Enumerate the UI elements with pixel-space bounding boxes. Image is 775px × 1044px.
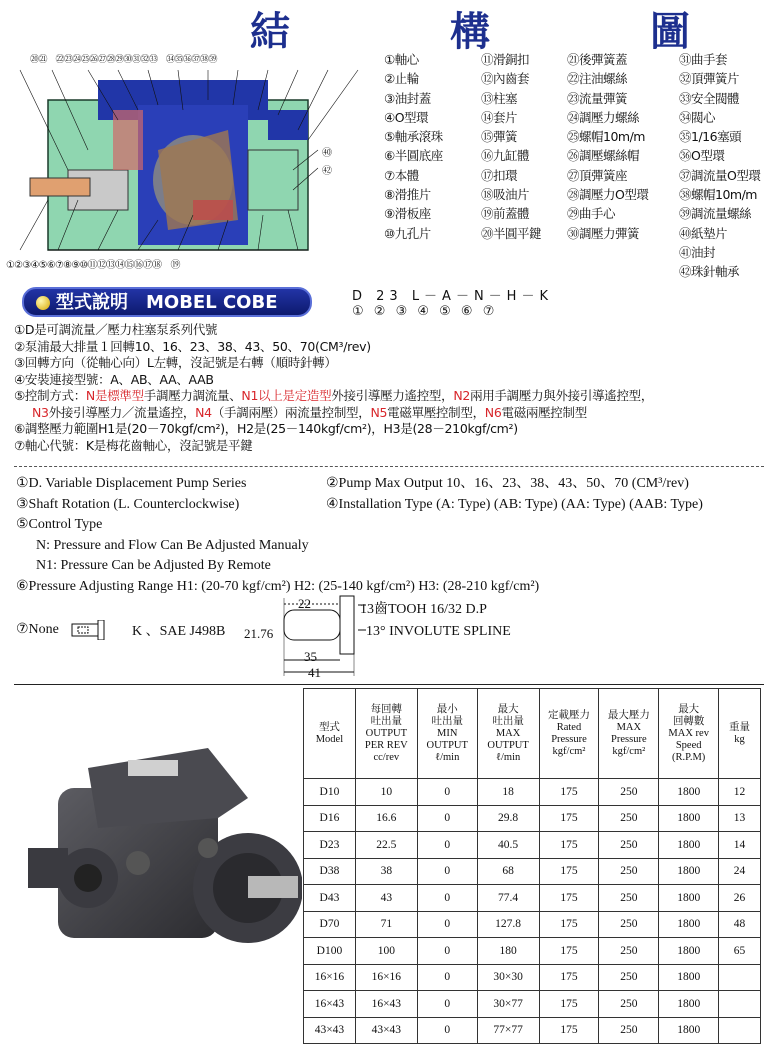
parts-legend <box>384 50 774 280</box>
banner-bullet-icon <box>36 296 50 310</box>
table-cell: D43 <box>304 885 356 912</box>
table-cell: 12 <box>719 779 761 806</box>
spec-table <box>303 688 761 1044</box>
note-text: 手調壓力調流量、 <box>143 388 242 403</box>
note-cn-1: ①D是可調流量／壓力柱塞泵系列代號 <box>14 322 218 337</box>
table-row <box>304 885 761 912</box>
note-cn-7: ⑦軸心代號：K是梅花齒軸心，沒記號是平鍵 <box>14 437 253 453</box>
table-cell: 250 <box>599 832 659 859</box>
note-text: 電磁單壓控制型， <box>387 404 485 420</box>
table-cell: 13 <box>719 805 761 832</box>
header-text: 最大 <box>497 703 519 715</box>
part-item <box>567 243 679 262</box>
note-text: N2 <box>453 388 471 403</box>
table-cell: 68 <box>477 858 539 885</box>
header-text: MAX <box>616 721 642 733</box>
header-text: ℓ/min <box>495 751 521 763</box>
header-weight <box>719 689 761 779</box>
part-item: ㉟1/16塞頭 <box>679 129 742 145</box>
table-cell: 250 <box>599 779 659 806</box>
note-en-5a: N: Pressure and Flow Can Be Adjusted Manualy <box>36 537 309 553</box>
part-item: ㉜頂彈簧片 <box>679 71 740 87</box>
table-cell: 10 <box>355 779 417 806</box>
part-item: ㉓流量彈簧 <box>567 90 628 106</box>
table-cell: 1800 <box>659 938 719 965</box>
table-cell: 29.8 <box>477 805 539 832</box>
header-max-speed <box>659 689 719 779</box>
flat-key-shaft-icon <box>70 620 110 640</box>
table-cell: 250 <box>599 964 659 991</box>
note-en-5: ⑤Control Type <box>16 517 103 532</box>
part-item: ㉕螺帽10m/m <box>567 129 645 145</box>
part-item: ⑲前蓋體 <box>481 206 530 222</box>
note-en-7 <box>16 620 110 640</box>
part-item: ①軸心 <box>384 52 419 67</box>
part-item: ㉒注油螺絲 <box>567 71 628 87</box>
header-text: Rated <box>556 721 582 733</box>
diagram-callout-42: ㊷ <box>322 166 332 177</box>
header-model <box>304 689 356 779</box>
header-text: 回轉數 <box>672 715 705 727</box>
table-cell: 250 <box>599 911 659 938</box>
part-item <box>384 243 481 262</box>
header-text: 每回轉 <box>370 703 403 715</box>
notes-english <box>16 474 775 597</box>
table-cell: 180 <box>477 938 539 965</box>
table-cell: 0 <box>417 805 477 832</box>
spline-spec-2: 13° INVOLUTE SPLINE <box>366 624 511 639</box>
part-item: ㉗頂彈簧座 <box>567 167 628 183</box>
table-cell: 175 <box>539 911 599 938</box>
note-cn-5-cont <box>14 405 774 422</box>
section-divider <box>14 684 764 685</box>
part-item: ㉚調壓力彈簧 <box>567 225 640 241</box>
table-cell: 127.8 <box>477 911 539 938</box>
table-cell: 175 <box>539 885 599 912</box>
part-item: ⑮彈簧 <box>481 129 518 145</box>
note-text: ⑤控制方式： <box>14 388 86 403</box>
diagram-callouts-top: ⑳㉑ ㉒㉓㉔㉕㉖㉗㉘㉙㉚㉛㉜㉝ ㉞㉟㊱㊲㊳㊴ <box>30 55 218 65</box>
part-item: ④O型環 <box>384 109 429 125</box>
dim-41: 41 <box>308 665 321 680</box>
table-cell: 0 <box>417 911 477 938</box>
header-text: MIN <box>437 727 458 739</box>
part-item: ㉙曲手心 <box>567 206 616 222</box>
note-text: N1以上是 <box>241 388 295 403</box>
table-cell: 0 <box>417 858 477 885</box>
table-cell: 65 <box>719 938 761 965</box>
table-cell: 30×30 <box>477 964 539 991</box>
note-text: 外接引導壓力遙控型， <box>331 388 454 403</box>
table-cell: 250 <box>599 885 659 912</box>
note-text: 電磁兩壓控制型 <box>501 404 587 420</box>
model-banner-text: 型式說明 MOBEL COBE <box>56 292 278 313</box>
table-cell: 43 <box>355 885 417 912</box>
table-cell: D70 <box>304 911 356 938</box>
table-row <box>304 779 761 806</box>
part-item: ㊱O型環 <box>679 148 725 164</box>
table-cell: 1800 <box>659 1017 719 1044</box>
table-cell: D10 <box>304 779 356 806</box>
page-title: 結 構 圖 <box>250 9 750 55</box>
note-text: 外接引導壓力／流量遙控， <box>48 404 196 420</box>
table-row <box>304 805 761 832</box>
header-text: (R.P.M) <box>672 751 706 763</box>
table-cell: 175 <box>539 832 599 859</box>
table-cell: 0 <box>417 885 477 912</box>
table-cell: 18 <box>477 779 539 806</box>
part-item: ⑪滑銅扣 <box>481 52 530 67</box>
table-cell: 1800 <box>659 832 719 859</box>
note-text: 定造型 <box>294 388 332 403</box>
header-max-output <box>477 689 539 779</box>
header-text: 最大 <box>678 703 700 715</box>
diagram-callout-40: ㊵ <box>322 148 332 159</box>
header-min-output <box>417 689 477 779</box>
header-text: Pressure <box>611 733 647 745</box>
table-cell: 1800 <box>659 991 719 1018</box>
table-cell: 16×16 <box>304 964 356 991</box>
header-text: OUTPUT <box>426 739 468 751</box>
notes-chinese <box>14 322 774 454</box>
pump-cross-section-diagram <box>8 50 388 272</box>
table-cell: 1800 <box>659 858 719 885</box>
header-text: OUTPUT <box>487 739 529 751</box>
header-text: 吐出量 <box>370 715 403 727</box>
part-item: ㉞閥心 <box>679 109 716 125</box>
part-item: ㉝安全閥體 <box>679 90 740 106</box>
header-text: OUTPUT <box>365 727 408 739</box>
header-rated-pressure <box>539 689 599 779</box>
part-item: ⑯九缸體 <box>481 148 530 164</box>
table-cell: 26 <box>719 885 761 912</box>
divider <box>14 466 764 467</box>
header-text: 定載壓力 <box>547 709 590 721</box>
part-item <box>384 262 481 281</box>
dim-35: 35 <box>304 649 317 664</box>
note-cn-4: ④安裝連接型號：A、AB、AA、AAB <box>14 371 214 387</box>
header-text: MAX rev <box>668 727 709 739</box>
table-row <box>304 991 761 1018</box>
part-item: ⑤軸承滾珠 <box>384 129 443 145</box>
table-cell: 250 <box>599 858 659 885</box>
note-text: 兩用手調壓力與外接引導遙控型， <box>470 388 654 403</box>
table-cell: D23 <box>304 832 356 859</box>
header-text: 吐出量 <box>492 715 524 727</box>
header-text: 最大壓力 <box>607 709 650 721</box>
table-cell: 38 <box>355 858 417 885</box>
dim-21-76: 21.76 <box>244 626 274 641</box>
part-item: ⑦本體 <box>384 167 419 183</box>
part-item: ㉘調壓力O型環 <box>567 187 649 203</box>
note-text: N6 <box>484 404 502 420</box>
part-item: ㉔調壓力螺絲 <box>567 109 640 125</box>
note-cn-2: ②泵浦最大排量１回轉10、16、23、38、43、50、70(CM³/rev) <box>14 338 371 354</box>
part-item: ⑳半圓平鍵 <box>481 225 542 241</box>
part-item: ⑱吸油片 <box>481 187 530 203</box>
table-cell: 0 <box>417 991 477 1018</box>
part-item: ⑨滑板座 <box>384 206 431 222</box>
note-text: ⑦None <box>16 622 59 638</box>
note-en-2: ②Pump Max Output 10、16、23、38、43、50、70 (CM³/rev) <box>326 476 689 491</box>
table-cell: D16 <box>304 805 356 832</box>
table-cell <box>719 964 761 991</box>
header-text: kgf/cm² <box>612 745 646 757</box>
table-cell: 175 <box>539 805 599 832</box>
part-item: ⑬柱塞 <box>481 90 518 106</box>
note-cn-5 <box>14 388 774 405</box>
table-cell: 77.4 <box>477 885 539 912</box>
header-text: Speed <box>675 739 702 751</box>
note-cn-6: ⑥調整壓力範圍H1是(20－70kgf/cm²)，H2是(25－140kgf/cm²)，H3是(28－210kgf/cm²) <box>14 421 518 436</box>
table-cell: 0 <box>417 964 477 991</box>
header-text: kg <box>734 733 745 745</box>
table-cell <box>719 1017 761 1044</box>
table-cell: D38 <box>304 858 356 885</box>
table-cell: 0 <box>417 832 477 859</box>
header-text: 吐出量 <box>431 715 463 727</box>
note-en-3: ③Shaft Rotation (L. Counterclockwise) <box>16 496 240 512</box>
table-cell: 16×43 <box>355 991 417 1018</box>
header-text: 最小 <box>436 703 458 715</box>
pump-product-photo <box>18 688 302 1028</box>
table-cell: 30×77 <box>477 991 539 1018</box>
sae-spline-label: K 、SAE J498B <box>132 624 226 639</box>
part-item: ⑭套片 <box>481 109 518 125</box>
table-cell: 1800 <box>659 964 719 991</box>
part-item: ㊷珠針軸承 <box>679 264 740 280</box>
table-cell: 71 <box>355 911 417 938</box>
table-cell: 40.5 <box>477 832 539 859</box>
table-cell: 175 <box>539 964 599 991</box>
table-cell: 16×16 <box>355 964 417 991</box>
dim-22: 22 <box>298 596 311 611</box>
part-item: ㊵紙墊片 <box>679 225 728 241</box>
header-output-per-rev <box>355 689 417 779</box>
table-cell: 1800 <box>659 911 719 938</box>
part-item: ⑫內齒套 <box>481 71 530 87</box>
part-item: ②止輪 <box>384 71 419 87</box>
part-item: ㊲調流量O型環 <box>679 167 761 183</box>
table-cell: 14 <box>719 832 761 859</box>
table-cell: 43×43 <box>304 1017 356 1044</box>
table-cell: 1800 <box>659 805 719 832</box>
table-cell: 0 <box>417 779 477 806</box>
table-cell: 77×77 <box>477 1017 539 1044</box>
table-header-row <box>304 689 761 779</box>
part-item: ⑩九孔片 <box>384 225 431 241</box>
table-cell: 16×43 <box>304 991 356 1018</box>
table-cell: 43×43 <box>355 1017 417 1044</box>
table-cell: 16.6 <box>355 805 417 832</box>
note-en-6: ⑥Pressure Adjusting Range H1: (20-70 kgf/cm²) H2: (25-140 kgf/cm²) H3: (28-210 kgf/cm²) <box>16 578 540 594</box>
part-item: ㉖調壓螺絲帽 <box>567 148 640 164</box>
part-item: ㊶油封 <box>679 244 716 260</box>
table-cell: 100 <box>355 938 417 965</box>
header-text: MAX <box>495 727 521 739</box>
table-row <box>304 911 761 938</box>
part-item <box>481 243 567 262</box>
header-text: Pressure <box>551 733 587 745</box>
header-text: Model <box>315 733 344 745</box>
table-cell: 1800 <box>659 885 719 912</box>
part-item: ⑥半圓底座 <box>384 148 443 164</box>
part-item <box>481 262 567 281</box>
part-item <box>567 262 679 281</box>
table-cell <box>719 991 761 1018</box>
note-text: N4 <box>195 404 212 420</box>
note-text: （手調兩壓）兩流量控制型， <box>211 404 371 420</box>
table-cell: 0 <box>417 1017 477 1044</box>
table-cell: 250 <box>599 805 659 832</box>
table-row <box>304 938 761 965</box>
table-cell: 48 <box>719 911 761 938</box>
part-item: ㊳螺帽10m/m <box>679 187 757 203</box>
note-text: 標準型 <box>107 388 144 403</box>
note-text: N5 <box>370 404 388 420</box>
part-item: ③油封蓋 <box>384 90 431 106</box>
note-text: N是 <box>85 388 108 403</box>
model-code-numbers: ① ② ③ ④ ⑤ ⑥ ⑦ <box>352 304 498 319</box>
note-cn-3: ③回轉方向（從軸心向）L左轉，沒記號是右轉（順時針轉） <box>14 355 337 370</box>
table-cell: 175 <box>539 1017 599 1044</box>
table-row <box>304 858 761 885</box>
table-cell: 250 <box>599 991 659 1018</box>
table-cell: 175 <box>539 938 599 965</box>
table-cell: D100 <box>304 938 356 965</box>
table-cell: 24 <box>719 858 761 885</box>
table-cell: 250 <box>599 938 659 965</box>
header-text: 型式 <box>318 721 340 733</box>
note-en-1: ①D. Variable Displacement Pump Series <box>16 476 247 491</box>
table-row <box>304 1017 761 1044</box>
table-cell: 175 <box>539 858 599 885</box>
note-en-4: ④Installation Type (A: Type) (AB: Type) (AA: Type) (AAB: Type) <box>326 496 703 512</box>
table-cell: 250 <box>599 1017 659 1044</box>
model-code: D 23 L－A－N－H－K <box>352 289 553 304</box>
part-item: ⑰扣環 <box>481 167 518 183</box>
note-en-5b: N1: Pressure Can be Adjusted By Remote <box>36 558 271 573</box>
header-text: kgf/cm² <box>552 745 586 757</box>
table-row <box>304 832 761 859</box>
header-text: ℓ/min <box>435 751 460 763</box>
spline-spec-1: 13齒TOOH 16/32 D.P <box>360 602 487 617</box>
table-row <box>304 964 761 991</box>
header-text: 重量 <box>729 721 751 733</box>
header-max-pressure <box>599 689 659 779</box>
part-item: ㉑後彈簧蓋 <box>567 52 628 67</box>
table-cell: 1800 <box>659 779 719 806</box>
header-text: cc/rev <box>373 751 400 763</box>
note-text: N3 <box>32 404 49 420</box>
header-text: PER REV <box>364 739 408 751</box>
diagram-callouts-bottom: ①②③④⑤⑥⑦⑧⑨⑩⑪⑫⑬⑭⑮⑯⑰⑱ ⑲ <box>6 260 180 271</box>
part-item: ㉛曲手套 <box>679 52 728 67</box>
part-item: ㊴調流量螺絲 <box>679 206 752 222</box>
table-cell: 22.5 <box>355 832 417 859</box>
table-cell: 175 <box>539 991 599 1018</box>
part-item: ⑧滑推片 <box>384 187 431 203</box>
table-cell: 0 <box>417 938 477 965</box>
table-cell: 175 <box>539 779 599 806</box>
